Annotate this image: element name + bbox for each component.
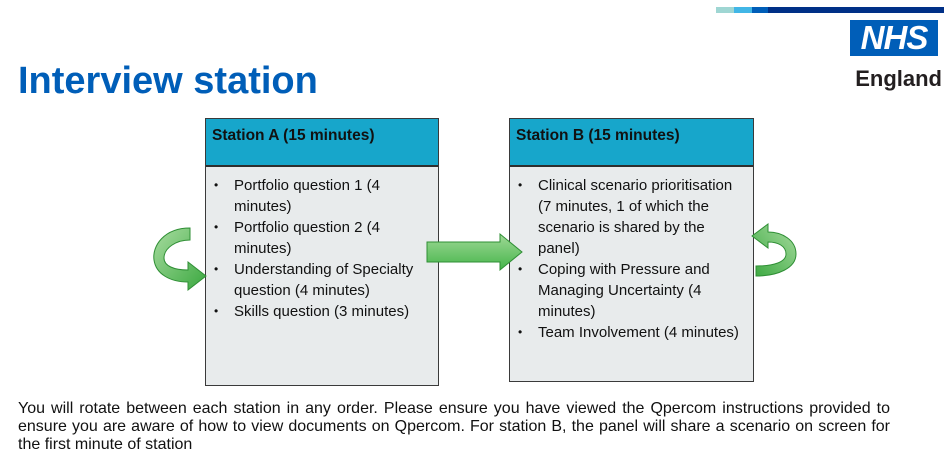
list-item [214, 259, 432, 301]
station-b-header: Station B (15 minutes) [510, 119, 753, 167]
bullet-icon: • [214, 262, 219, 276]
station-b-list [510, 167, 753, 343]
bullet-icon: • [214, 304, 219, 318]
list-item [518, 175, 747, 259]
bullet-icon: • [214, 178, 219, 192]
list-item-text: Portfolio question 2 (4 minutes) [234, 219, 380, 257]
list-item [214, 217, 432, 259]
right-arrow-icon [426, 232, 524, 272]
page-title: Interview station [18, 60, 318, 102]
curved-arrow-icon [750, 218, 800, 284]
list-item [214, 175, 432, 217]
station-a-header: Station A (15 minutes) [206, 119, 438, 167]
list-item-text: Coping with Pressure and Managing Uncertainty (4 minutes) [538, 261, 710, 320]
list-item-text: Understanding of Specialty question (4 minutes) [234, 261, 414, 299]
list-item-text: Team Involvement (4 minutes) [538, 324, 739, 341]
top-strip-segment [734, 7, 752, 13]
bullet-icon: • [214, 220, 219, 234]
station-a-box [205, 118, 439, 386]
curved-arrow-icon [150, 220, 210, 292]
top-strip-segment [768, 7, 944, 13]
bullet-icon: • [518, 325, 523, 339]
list-item-text: Skills question (3 minutes) [234, 303, 410, 320]
station-b-box [509, 118, 754, 382]
bullet-icon: • [518, 262, 523, 276]
footer-text: You will rotate between each station in any order. Please ensure you have viewed the Qpercom instructions provided to ensure you are aware of how to view documents on Qpercom. For station B, the panel will share a scenario on screen for the first minute of station [18, 400, 890, 453]
station-a-list [206, 167, 438, 322]
list-item [214, 301, 432, 322]
list-item [518, 322, 747, 343]
list-item-text: Portfolio question 1 (4 minutes) [234, 177, 380, 215]
list-item-text: Clinical scenario prioritisation (7 minutes, 1 of which the scenario is shared by the panel) [538, 177, 733, 257]
nhs-region-label: England [855, 66, 942, 91]
list-item [518, 259, 747, 322]
bullet-icon: • [518, 178, 523, 192]
top-strip-segment [716, 7, 734, 13]
top-strip-segment [752, 7, 768, 13]
nhs-logo: NHS [850, 20, 938, 56]
